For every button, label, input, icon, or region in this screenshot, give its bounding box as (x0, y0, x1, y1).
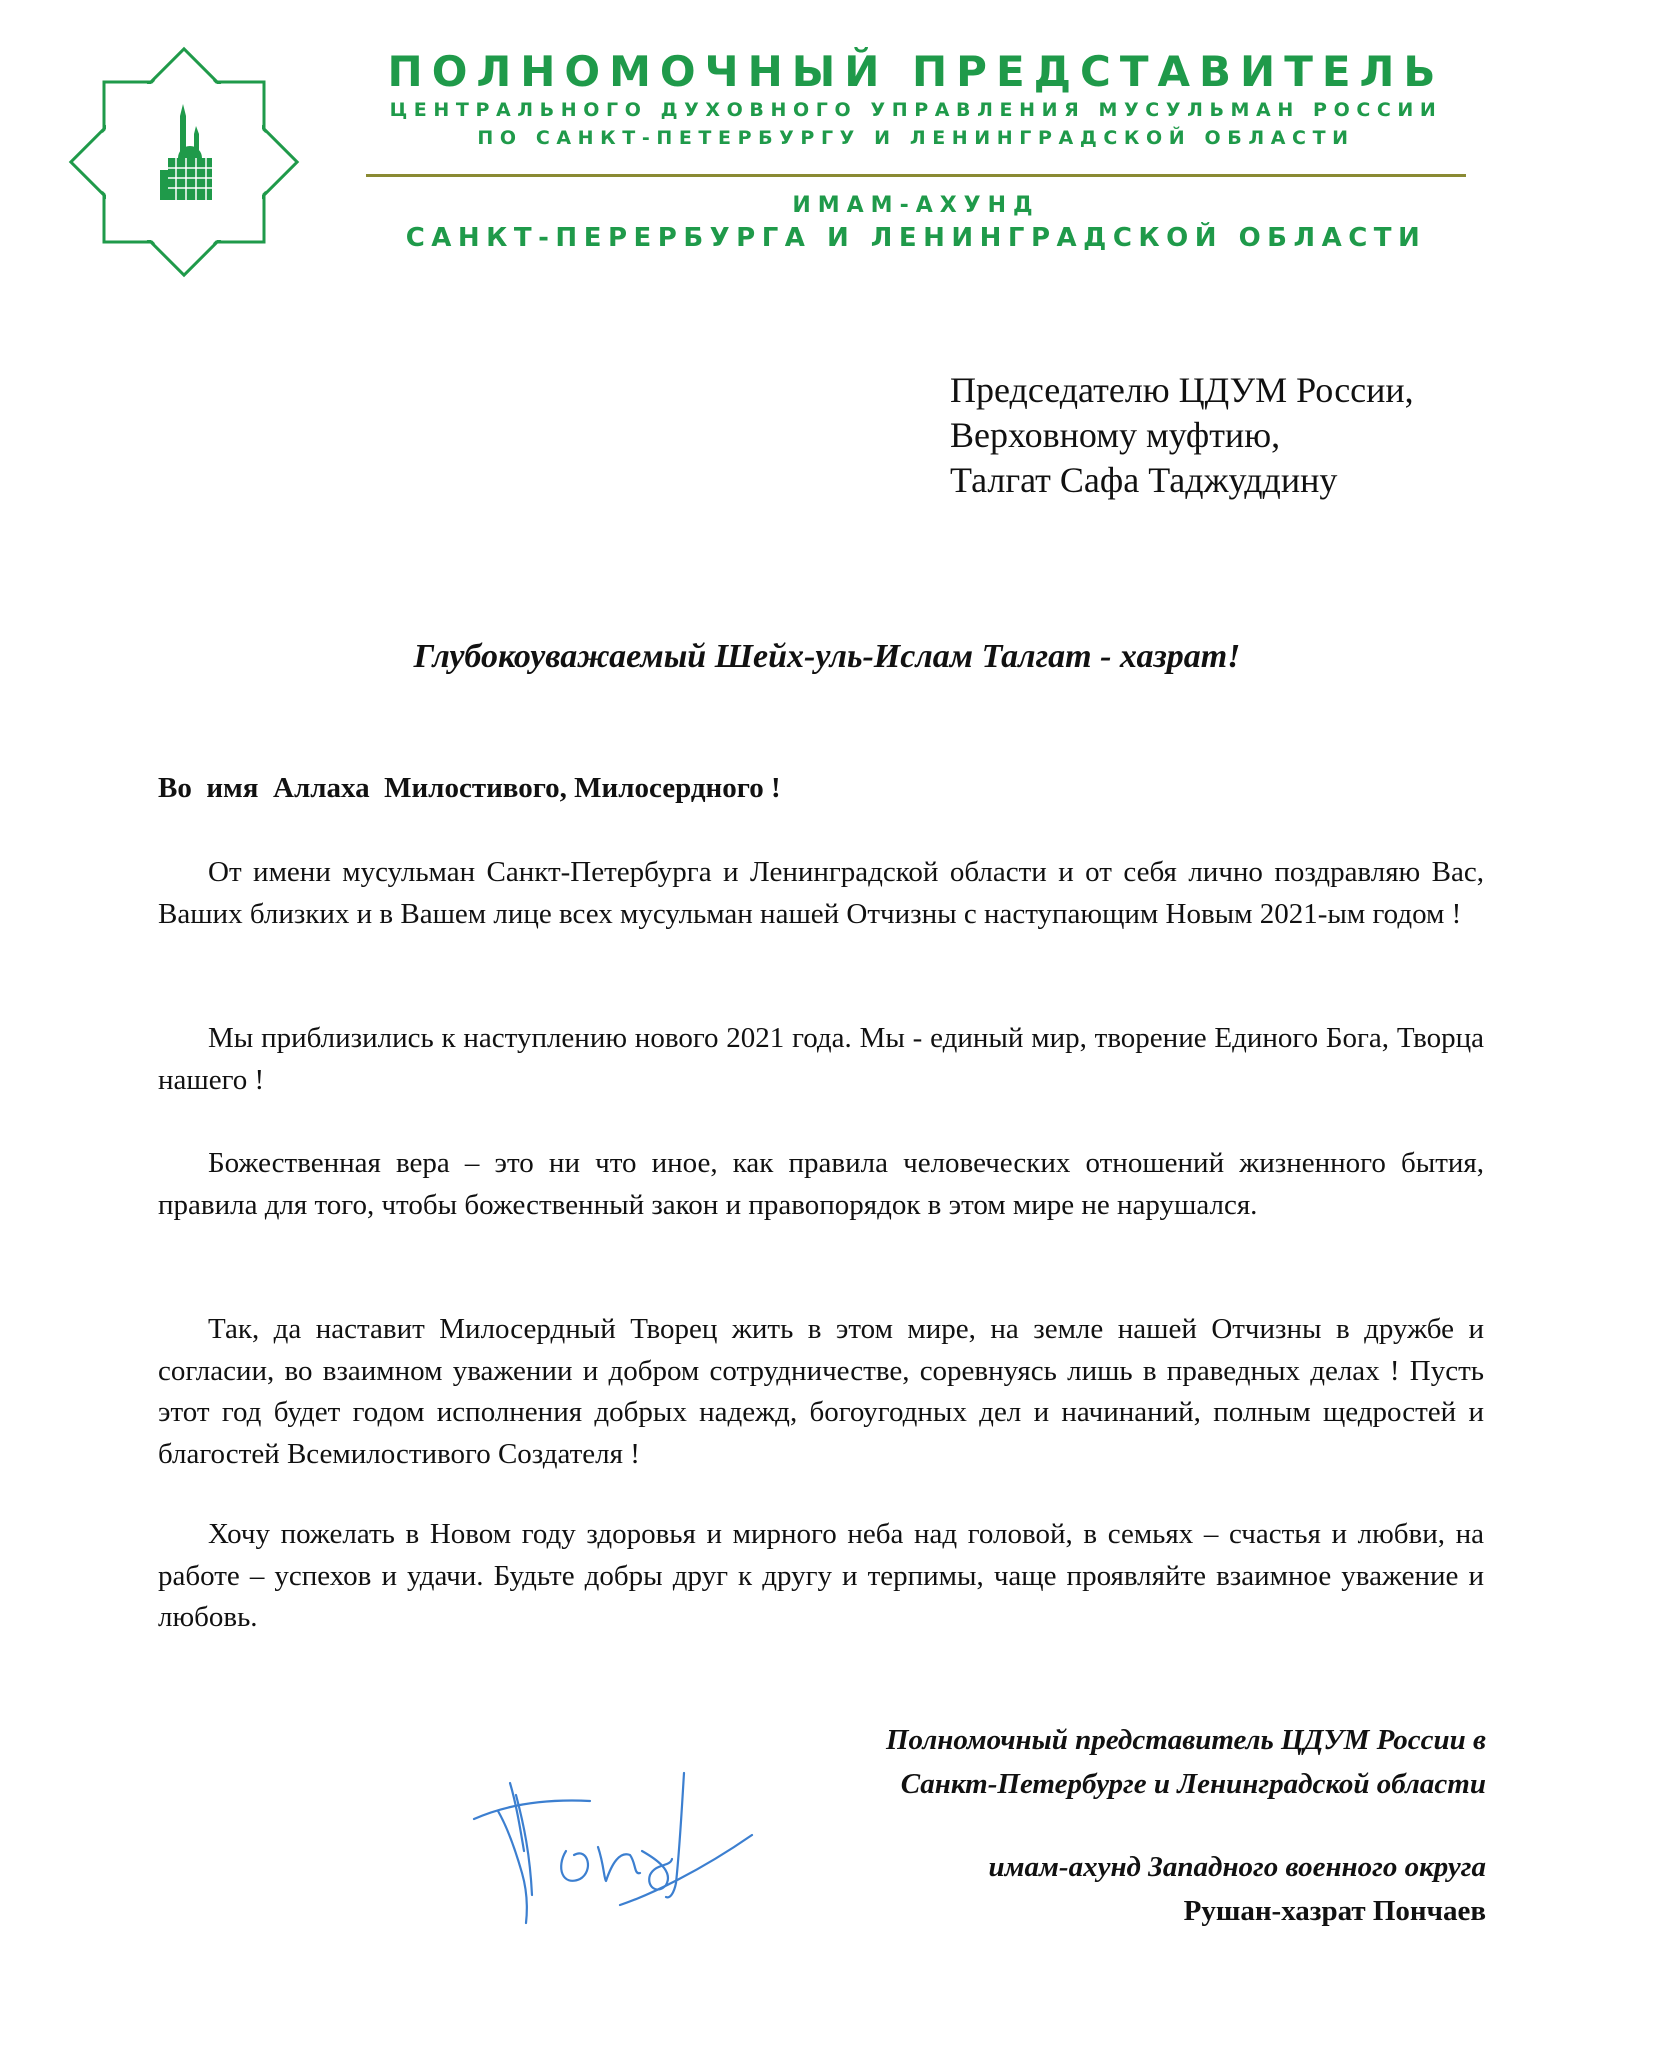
letterhead (366, 47, 1466, 255)
body-paragraph: Хочу пожелать в Новом году здоровья и мирного неба над головой, в семьях – счастья и любви, на работе – успехов и удачи. Будьте добры друг к другу и терпимы, чаще проявляйте взаимное уважение и любовь. (158, 1518, 1484, 1633)
greeting-heading: Глубокоуважаемый Шейх-уль-Ислам Талгат - хазрат! (413, 638, 1241, 675)
letterhead-position: ИМАМ-АХУНД (792, 193, 1040, 218)
body-paragraph: Божественная вера – это ни что иное, как правила человеческих отношений жизненного бытия, правила для того, чтобы божественный закон и правопорядок в этом мире не нарушался. (158, 1147, 1484, 1221)
letterhead-city: САНКТ-ПЕРЕРБУРГА И ЛЕНИНГРАДСКОЙ ОБЛАСТИ (405, 223, 1427, 253)
body-paragraph: Мы приблизились к наступлению нового 2021 года. Мы - единый мир, творение Единого Бога, Творца нашего ! (158, 1022, 1484, 1096)
crescent-mosque-star-icon (68, 46, 300, 278)
signatory-title-line: Полномочный представитель ЦДУМ России в (886, 1724, 1486, 1756)
signatory-details (700, 1845, 1486, 1933)
handwritten-signature (470, 1755, 760, 1930)
letterhead-org: ЦЕНТРАЛЬНОГО ДУХОВНОГО УПРАВЛЕНИЯ МУСУЛЬМАН РОССИИ (389, 99, 1443, 121)
basmala-line: Во имя Аллаха Милостивого, Милосердного ! (158, 772, 781, 804)
addressee-line: Председателю ЦДУМ России, (950, 370, 1414, 410)
letterhead-title: ПОЛНОМОЧНЫЙ ПРЕДСТАВИТЕЛЬ (387, 47, 1445, 96)
signatory-role: имам-ахунд Западного военного округа (988, 1851, 1486, 1883)
letterhead-region: ПО САНКТ-ПЕТЕРБУРГУ И ЛЕНИНГРАДСКОЙ ОБЛАСТИ (477, 127, 1355, 149)
body-paragraph: От имени мусульман Санкт-Петербурга и Ленинградской области и от себя лично поздравляю Вас, Ваших близких и в Вашем лице всех мусульман нашей Отчизны с наступающим Новым 2021-ым годом ! (158, 856, 1484, 930)
addressee-line: Верховному муфтию, (950, 415, 1281, 455)
addressee-block (950, 368, 1414, 503)
signatory-title (700, 1718, 1486, 1806)
letterhead-divider (366, 174, 1466, 177)
signatory-title-line: Санкт-Петербурге и Ленинградской области (900, 1768, 1486, 1800)
body-paragraph: Так, да наставит Милосердный Творец жить в этом мире, на земле нашей Отчизны в дружбе и согласии, во взаимном уважении и добром сотрудничестве, соревнуясь лишь в праведных делах ! Пусть этот год будет годом исполнения добрых надежд, богоугодных дел и начинаний, полным щедростей и благостей Всемилостивого Создателя ! (158, 1313, 1484, 1470)
signatory-name: Рушан-хазрат Пончаев (1183, 1895, 1486, 1927)
addressee-line: Талгат Сафа Таджуддину (950, 460, 1338, 500)
